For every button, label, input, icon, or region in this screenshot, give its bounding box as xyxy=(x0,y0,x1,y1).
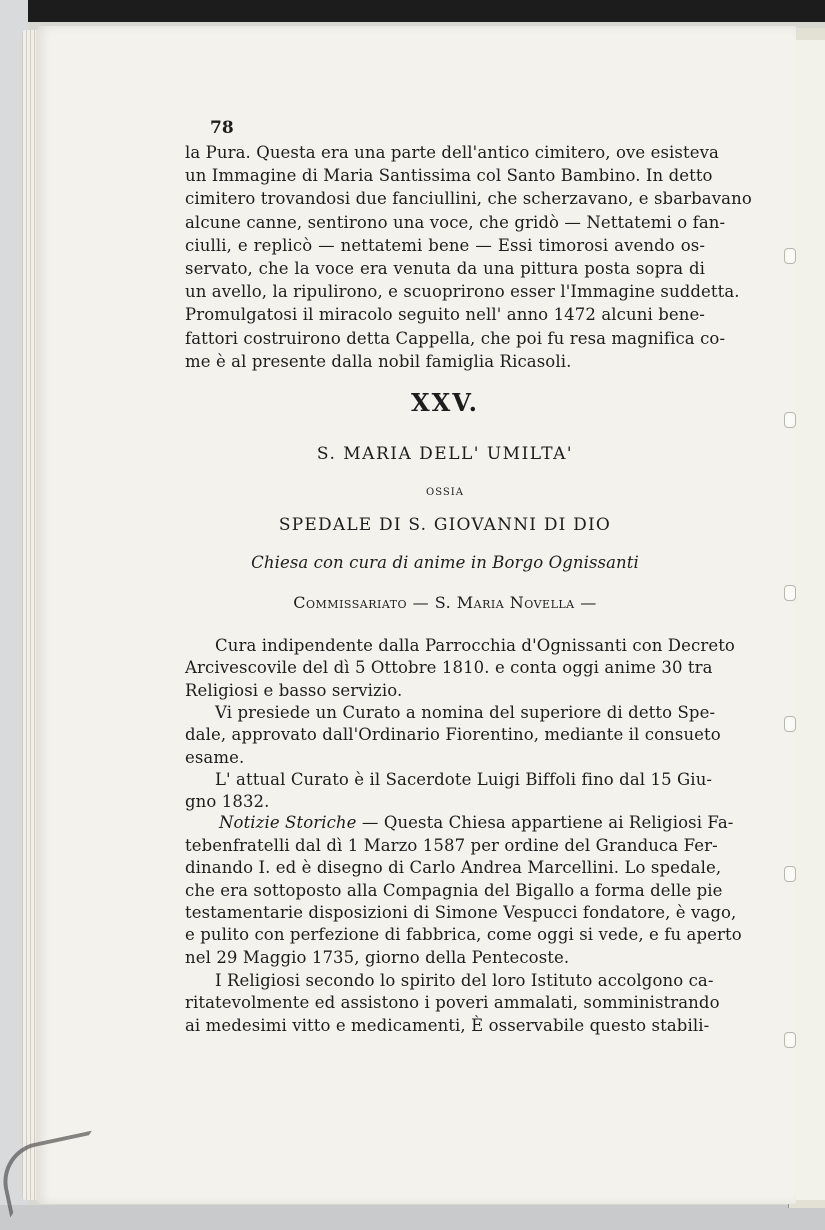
subtitle: SPEDALE DI S. GIOVANNI DI DIO xyxy=(278,515,612,535)
church-description: Chiesa con cura di anime in Borgo Ognissanti xyxy=(251,553,639,572)
binding-stitch xyxy=(784,716,796,732)
body-line: L' attual Curato è il Sacerdote Luigi Biffoli fino dal 15 Giu- xyxy=(215,769,713,789)
scan-background-top xyxy=(0,0,825,22)
notizie-line: testamentarie disposizioni di Simone Vespucci fondatore, è vago, xyxy=(185,902,737,922)
notizie-line: nel 29 Maggio 1735, giorno della Pentecoste. xyxy=(185,947,570,967)
notizie-first-rest: — Questa Chiesa appartiene ai Religiosi Fa- xyxy=(356,813,734,832)
paragraph-line: un Immagine di Maria Santissima col Santo Bambino. In detto xyxy=(185,166,713,186)
binding-stitch xyxy=(784,1032,796,1048)
paragraph-line: la Pura. Questa era una parte dell'antico cimitero, ove esisteva xyxy=(185,143,719,162)
binding-stitch xyxy=(784,412,796,428)
facing-page-edge xyxy=(795,40,825,1200)
page-number: 78 xyxy=(210,118,234,138)
final-line: I Religiosi secondo lo spirito del loro Istituto accolgono ca- xyxy=(215,971,714,990)
paragraph-line: un avello, la ripulirono, e scuoprirono esser l'Immagine suddetta. xyxy=(185,282,740,302)
body-line: esame. xyxy=(185,747,245,767)
paragraph-line: ciulli, e replicò — nettatemi bene — Essi timorosi avendo os- xyxy=(185,235,705,255)
body-line: Vi presiede un Curato a nomina del superiore di detto Spe- xyxy=(215,702,716,722)
final-line: ritatevolmente ed assistono i poveri ammalati, somministrando xyxy=(185,993,720,1013)
scan-background-bottom xyxy=(0,1205,825,1230)
binding-stitch xyxy=(784,866,796,882)
notizie-first-line xyxy=(185,812,734,834)
notizie-line: che era sottoposto alla Compagnia del Bigallo a forma delle pie xyxy=(185,880,723,900)
body-line: Cura indipendente dalla Parrocchia d'Ognissanti con Decreto xyxy=(215,636,735,655)
binding-stitch xyxy=(784,585,796,601)
body-line: gno 1832. xyxy=(185,792,270,812)
paragraph-line: cimitero trovandosi due fanciullini, che scherzavano, e sbarbavano xyxy=(185,189,752,209)
section-number: XXV. xyxy=(410,388,480,417)
paragraph-line: me è al presente dalla nobil famiglia Ricasoli. xyxy=(185,351,572,371)
paragraph-line: alcune canne, sentirono una voce, che gridò — Nettatemi o fan- xyxy=(185,212,726,232)
notizie-line: dinando I. ed è disegno di Carlo Andrea Marcellini. Lo spedale, xyxy=(185,858,722,878)
paragraph-line: servato, che la voce era venuta da una pittura posta sopra di xyxy=(185,259,705,278)
final-line: ai medesimi vitto e medicamenti, È osservabile questo stabili- xyxy=(185,1015,710,1035)
paragraph-line: fattori costruirono detta Cappella, che poi fu resa magnifica co- xyxy=(185,328,726,348)
notizie-line: e pulito con perfezione di fabbrica, come oggi si vede, e fu aperto xyxy=(185,925,742,945)
body-line: Religiosi e basso servizio. xyxy=(185,680,403,700)
body-line: Arcivescovile del dì 5 Ottobre 1810. e conta oggi anime 30 tra xyxy=(185,658,713,678)
binding-stitch xyxy=(784,248,796,264)
commissariato-line: Commissariato — S. Maria Novella — xyxy=(293,593,597,612)
notizie-line: tebenfratelli dal dì 1 Marzo 1587 per ordine del Granduca Fer- xyxy=(185,836,718,855)
body-line: dale, approvato dall'Ordinario Fiorentino, mediante il consueto xyxy=(185,725,721,745)
paragraph-line: Promulgatosi il miracolo seguito nell' anno 1472 alcuni bene- xyxy=(185,305,705,325)
ossia-label: OSSIA xyxy=(426,487,464,498)
notizie-label: Notizie Storiche xyxy=(219,813,357,832)
section-title: S. MARIA DELL' UMILTA' xyxy=(316,444,574,464)
